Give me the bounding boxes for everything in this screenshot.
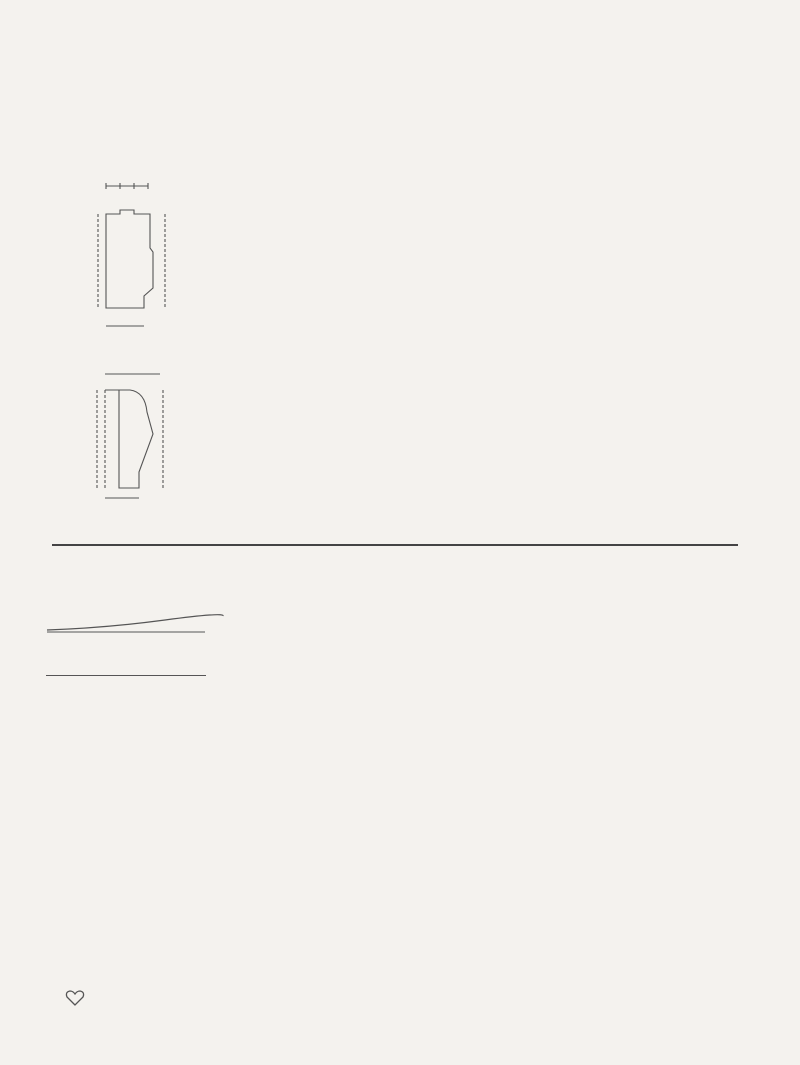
schematic-sleeve: [75, 362, 195, 537]
material-text: [46, 682, 208, 686]
chart-top-grid: [232, 35, 739, 530]
modell-swoosh: [45, 612, 225, 652]
schematic-front: [70, 178, 190, 358]
chart-bottom-grid: [232, 562, 739, 1017]
modell-rule: [46, 675, 206, 676]
intro-paragraph: [46, 37, 214, 48]
heart-icon: [64, 988, 86, 1008]
section-divider: [52, 544, 738, 546]
